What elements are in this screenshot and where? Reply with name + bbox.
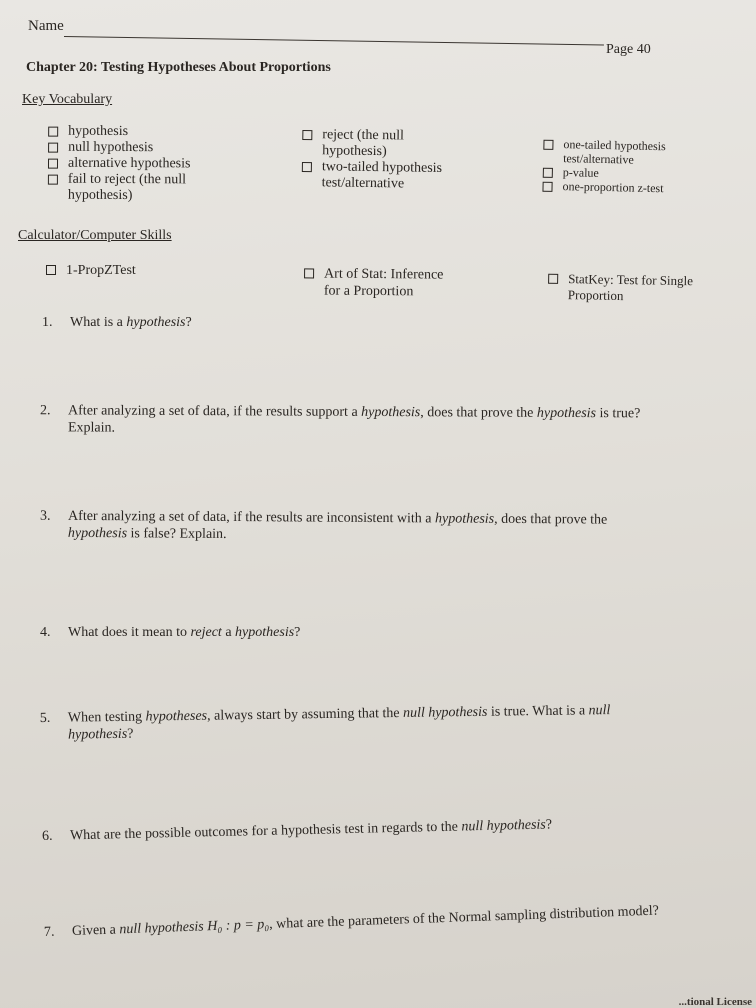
question-2: 2. After analyzing a set of data, if the results support a hypothesis, does that prove the hypothesis is true? Explain.: [40, 403, 641, 436]
vocab-item-continuation: hypothesis): [322, 143, 387, 160]
checkbox[interactable]: [304, 268, 314, 278]
vocabulary-column-2: [302, 127, 443, 193]
name-line: [64, 36, 604, 45]
checkbox[interactable]: [302, 130, 312, 140]
question-5: 5. When testing hypotheses, always start by assuming that the null hypothesis is true. What is a null hypothesis?: [39, 703, 611, 743]
vocab-item[interactable]: one-tailed hypothesis: [543, 137, 666, 154]
checkbox[interactable]: [543, 168, 553, 178]
vocab-item[interactable]: reject (the null: [302, 127, 442, 145]
question-6: 6. What are the possible outcomes for a hypothesis test in regards to the null hypothesis?: [41, 817, 553, 844]
vocab-item[interactable]: two-tailed hypothesis: [302, 159, 442, 177]
question-3: 3. After analyzing a set of data, if the results are inconsistent with a hypothesis, does that prove the hypothesis is false? Explain.: [40, 508, 608, 542]
checkbox[interactable]: [542, 182, 552, 192]
question-1: 1. What is a hypothesis?: [42, 315, 192, 330]
checkbox[interactable]: [543, 140, 553, 150]
vocab-item[interactable]: p-value: [543, 165, 666, 182]
null-hypothesis-formula: H₀ : p = p₀: [206, 917, 270, 935]
skill-item-2[interactable]: Art of Stat: Inference for a Proportion: [304, 265, 444, 300]
vocab-item[interactable]: hypothesis: [48, 124, 191, 141]
vocab-item[interactable]: one-proportion z-test: [542, 179, 665, 196]
skill-item-3[interactable]: StatKey: Test for Single Proportion: [548, 271, 693, 306]
question-4: 4. What does it mean to reject a hypothesis?: [40, 625, 301, 640]
checkbox[interactable]: [548, 274, 558, 284]
vocab-item[interactable]: alternative hypothesis: [48, 156, 191, 173]
vocab-item[interactable]: null hypothesis: [48, 140, 191, 157]
question-7: 7. Given a null hypothesis H₀ : p = p₀, what are the parameters of the Normal sampling distribution model?: [43, 903, 660, 940]
vocab-item-continuation: hypothesis): [67, 187, 133, 204]
checkbox[interactable]: [302, 162, 312, 172]
vocabulary-heading: Key Vocabulary: [22, 92, 113, 107]
vocabulary-column-1: [48, 124, 191, 205]
vocab-item[interactable]: fail to reject (the null: [48, 172, 191, 189]
skills-heading: Calculator/Computer Skills: [18, 228, 172, 243]
license-footer: ...tional License: [678, 996, 752, 1008]
checkbox[interactable]: [48, 159, 58, 169]
checkbox[interactable]: [48, 127, 58, 137]
checkbox[interactable]: [48, 143, 58, 153]
vocabulary-column-3: [542, 137, 665, 196]
vocab-item-continuation: test/alternative: [321, 175, 405, 192]
vocab-item-continuation: test/alternative: [563, 151, 634, 167]
checkbox[interactable]: [46, 265, 56, 275]
name-label: Name: [28, 18, 64, 34]
checkbox[interactable]: [48, 175, 58, 185]
chapter-title: Chapter 20: Testing Hypotheses About Proportions: [26, 60, 331, 75]
skill-item-1[interactable]: 1-PropZTest: [46, 262, 136, 279]
page-number: Page 40: [606, 42, 651, 57]
